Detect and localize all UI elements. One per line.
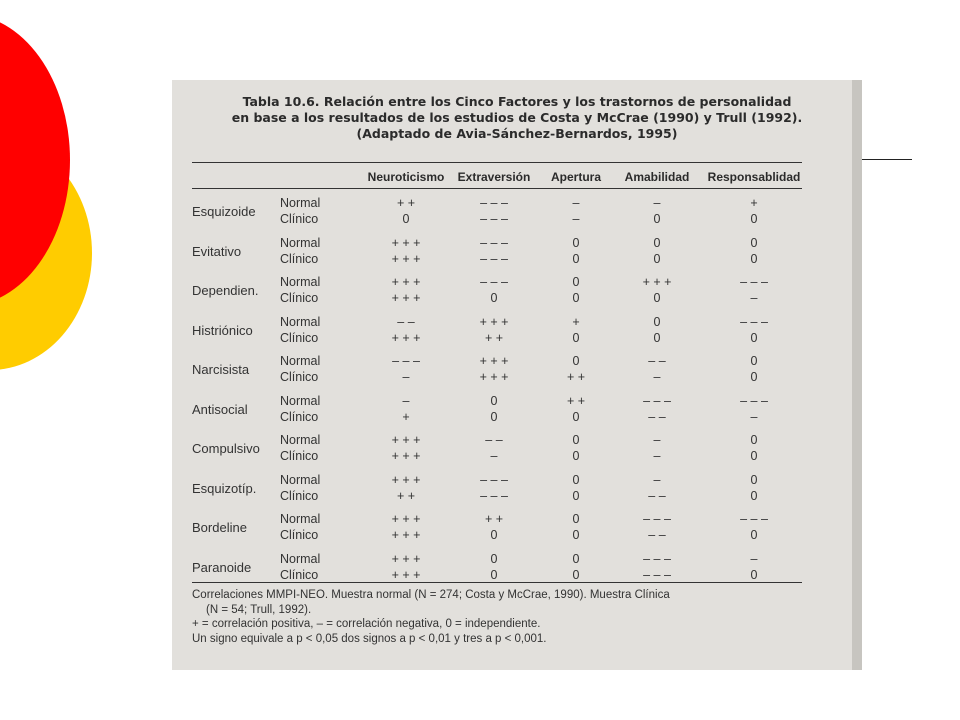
table-cell: 0 (402, 212, 410, 226)
disorder-name: Dependien. (192, 283, 259, 298)
table-cell: – (572, 196, 580, 210)
table-cell: 0 (490, 393, 498, 408)
table-cell: – – – (740, 512, 768, 526)
table-cell: – – – (480, 196, 508, 210)
row-label-clinico: Clínico (280, 370, 319, 384)
table-cell: + + (484, 330, 504, 345)
disorder-name: Paranoide (192, 559, 252, 575)
table-cell: 0 (750, 528, 758, 542)
row-label-clinico: Clínico (280, 291, 319, 305)
table-cell: 0 (572, 433, 580, 447)
table-cell: 0 (490, 409, 498, 424)
table-cell: 0 (750, 488, 758, 503)
table-cell: 0 (572, 330, 580, 345)
table-cell: 0 (653, 330, 661, 345)
table-cell: + + + (479, 354, 509, 368)
column-header: Neuroticismo (367, 170, 445, 184)
table-cell: – – – (740, 393, 768, 408)
table-cell: – (653, 370, 661, 384)
table-cell: + + + (391, 275, 421, 289)
table-cell: 0 (750, 251, 758, 266)
row-label-clinico: Clínico (280, 251, 319, 266)
table-cell: + + + (479, 370, 509, 384)
table-cell: – (653, 449, 661, 463)
row-label-normal: Normal (280, 393, 321, 408)
caption-line-3: (Adaptado de Avia-Sánchez-Bernardos, 1995) (356, 126, 678, 141)
table-cell: – – (648, 354, 666, 368)
table-cell: 0 (572, 488, 580, 503)
table-cell: + (572, 314, 580, 329)
table-cell: – – – (740, 275, 768, 289)
table-cell: + + + (391, 291, 421, 305)
row-label-normal: Normal (280, 275, 321, 289)
table-top-rule (192, 162, 802, 163)
table-cell: + + + (391, 235, 421, 250)
note-line-3: + = correlación positiva, – = correlación negativa, 0 = independiente. (192, 618, 541, 630)
table-cell: – – (648, 528, 666, 542)
table-cell: – (750, 551, 758, 566)
table-cell: 0 (750, 212, 758, 226)
table-cell: + (402, 409, 410, 424)
table-cell: + + + (391, 472, 421, 487)
table-cell: – – – (480, 275, 508, 289)
row-label-normal: Normal (280, 314, 321, 329)
table-cell: + + + (642, 275, 672, 289)
table-cell: + + + (391, 528, 421, 542)
disorder-name: Narcisista (192, 362, 250, 377)
table-cell: 0 (572, 235, 580, 250)
table-cell: – – – (643, 551, 671, 566)
table-cell: – (572, 212, 580, 226)
table-cell: 0 (572, 551, 580, 566)
table-bottom-rule (192, 582, 802, 583)
table-cell: – – (485, 433, 503, 447)
table-cell: 0 (653, 251, 661, 266)
table-header-rule (192, 188, 802, 189)
table-cell: 0 (750, 330, 758, 345)
table-cell: – (402, 370, 410, 384)
table-cell: 0 (572, 251, 580, 266)
table-cell: – – – (643, 567, 671, 582)
table-cell: 0 (572, 291, 580, 305)
table-cell: 0 (572, 409, 580, 424)
table-cell: – – – (392, 354, 420, 368)
scan-page-edge (852, 80, 862, 670)
table-cell: 0 (572, 354, 580, 368)
table-cell: 0 (572, 528, 580, 542)
table-cell: 0 (572, 275, 580, 289)
table-cell: + + + (391, 449, 421, 463)
table-cell: 0 (750, 449, 758, 463)
table-cell: – – – (480, 472, 508, 487)
table-cell: 0 (490, 291, 498, 305)
row-label-normal: Normal (280, 551, 321, 566)
column-header: Extraversión (457, 170, 531, 184)
table-cell: – – – (643, 512, 671, 526)
table-cell: 0 (572, 449, 580, 463)
table-cell: 0 (490, 528, 498, 542)
table-cell: 0 (653, 212, 661, 226)
table-cell: 0 (653, 235, 661, 250)
table-cell: 0 (572, 567, 580, 582)
table-notes (192, 588, 670, 646)
table-cell: + + (566, 370, 586, 384)
caption-line-1: Tabla 10.6. Relación entre los Cinco Factores y los trastornos de personalidad (242, 94, 792, 109)
decorative-line (858, 159, 912, 160)
disorder-name: Antisocial (192, 401, 248, 417)
table-cell: – – – (480, 212, 508, 226)
table-cell: 0 (750, 567, 758, 582)
table-cell: 0 (490, 551, 498, 566)
table-cell: – – – (480, 235, 508, 250)
table-cell: + + + (391, 567, 421, 582)
table-cell: 0 (750, 472, 758, 487)
row-label-clinico: Clínico (280, 330, 319, 345)
caption-line-2: en base a los resultados de los estudios de Costa y McCrae (1990) y Trull (1992). (231, 110, 803, 125)
column-header: Responsablidad (707, 170, 801, 184)
table-cell: + + + (391, 251, 421, 266)
table-cell: – – – (643, 393, 671, 408)
table-cell: – (402, 393, 410, 408)
table-cell: 0 (572, 472, 580, 487)
row-label-normal: Normal (280, 235, 321, 250)
table-cell: – (653, 433, 661, 447)
table-cell: + + + (391, 433, 421, 447)
column-header: Amabilidad (624, 170, 690, 184)
table-cell: 0 (653, 291, 661, 305)
table-cell: – – – (480, 251, 508, 266)
scanned-table-image (172, 80, 862, 670)
note-line-2: (N = 54; Trull, 1992). (206, 603, 312, 616)
disorder-name: Histriónico (192, 322, 253, 338)
table-cell: – – – (480, 488, 508, 503)
table-cell: + + + (391, 330, 421, 345)
table-cell: + + (396, 196, 416, 210)
table-cell: + + (396, 488, 416, 503)
table-cell: – (490, 449, 498, 463)
row-label-clinico: Clínico (280, 212, 319, 226)
table-cell: + + + (391, 551, 421, 566)
table-cell: 0 (750, 354, 758, 368)
table-cell: – (750, 291, 758, 305)
disorder-name: Esquizoide (192, 204, 256, 219)
column-header: Apertura (550, 170, 601, 184)
table-cell: – (653, 472, 661, 487)
disorder-name: Compulsivo (192, 441, 260, 456)
row-label-normal: Normal (280, 472, 321, 487)
row-label-normal: Normal (280, 433, 321, 447)
table-cell: 0 (750, 235, 758, 250)
table-cell: 0 (750, 433, 758, 447)
table-cell: 0 (653, 314, 661, 329)
row-label-normal: Normal (280, 512, 321, 526)
table-cell: 0 (490, 567, 498, 582)
row-label-normal: Normal (280, 196, 321, 210)
table-cell: – – (648, 409, 666, 424)
row-label-clinico: Clínico (280, 567, 319, 582)
table-cell: – – (397, 314, 415, 329)
row-label-clinico: Clínico (280, 449, 319, 463)
table-cell: + + + (391, 512, 421, 526)
table-cell: – (653, 196, 661, 210)
row-label-clinico: Clínico (280, 409, 319, 424)
table-cell: – – (648, 488, 666, 503)
disorder-name: Esquizotíp. (192, 480, 257, 496)
table-cell: – – – (740, 314, 768, 329)
table-cell: 0 (750, 370, 758, 384)
row-label-normal: Normal (280, 354, 321, 368)
note-line-1: Correlaciones MMPI-NEO. Muestra normal (N = 274; Costa y McCrae, 1990). Muestra Clínica (192, 589, 670, 601)
table-cell: 0 (572, 512, 580, 526)
disorder-name: Evitativo (192, 243, 242, 259)
note-line-4: Un signo equivale a p < 0,05 dos signos a p < 0,01 y tres a p < 0,001. (192, 632, 547, 645)
table-cell: – (750, 409, 758, 424)
table-cell: + + + (479, 314, 509, 329)
table-cell: + + (566, 393, 586, 408)
row-label-clinico: Clínico (280, 488, 319, 503)
disorder-name: Bordeline (192, 520, 247, 535)
table-cell: + + (484, 512, 504, 526)
row-label-clinico: Clínico (280, 528, 319, 542)
table-cell: + (750, 196, 758, 210)
table-caption (172, 94, 862, 142)
